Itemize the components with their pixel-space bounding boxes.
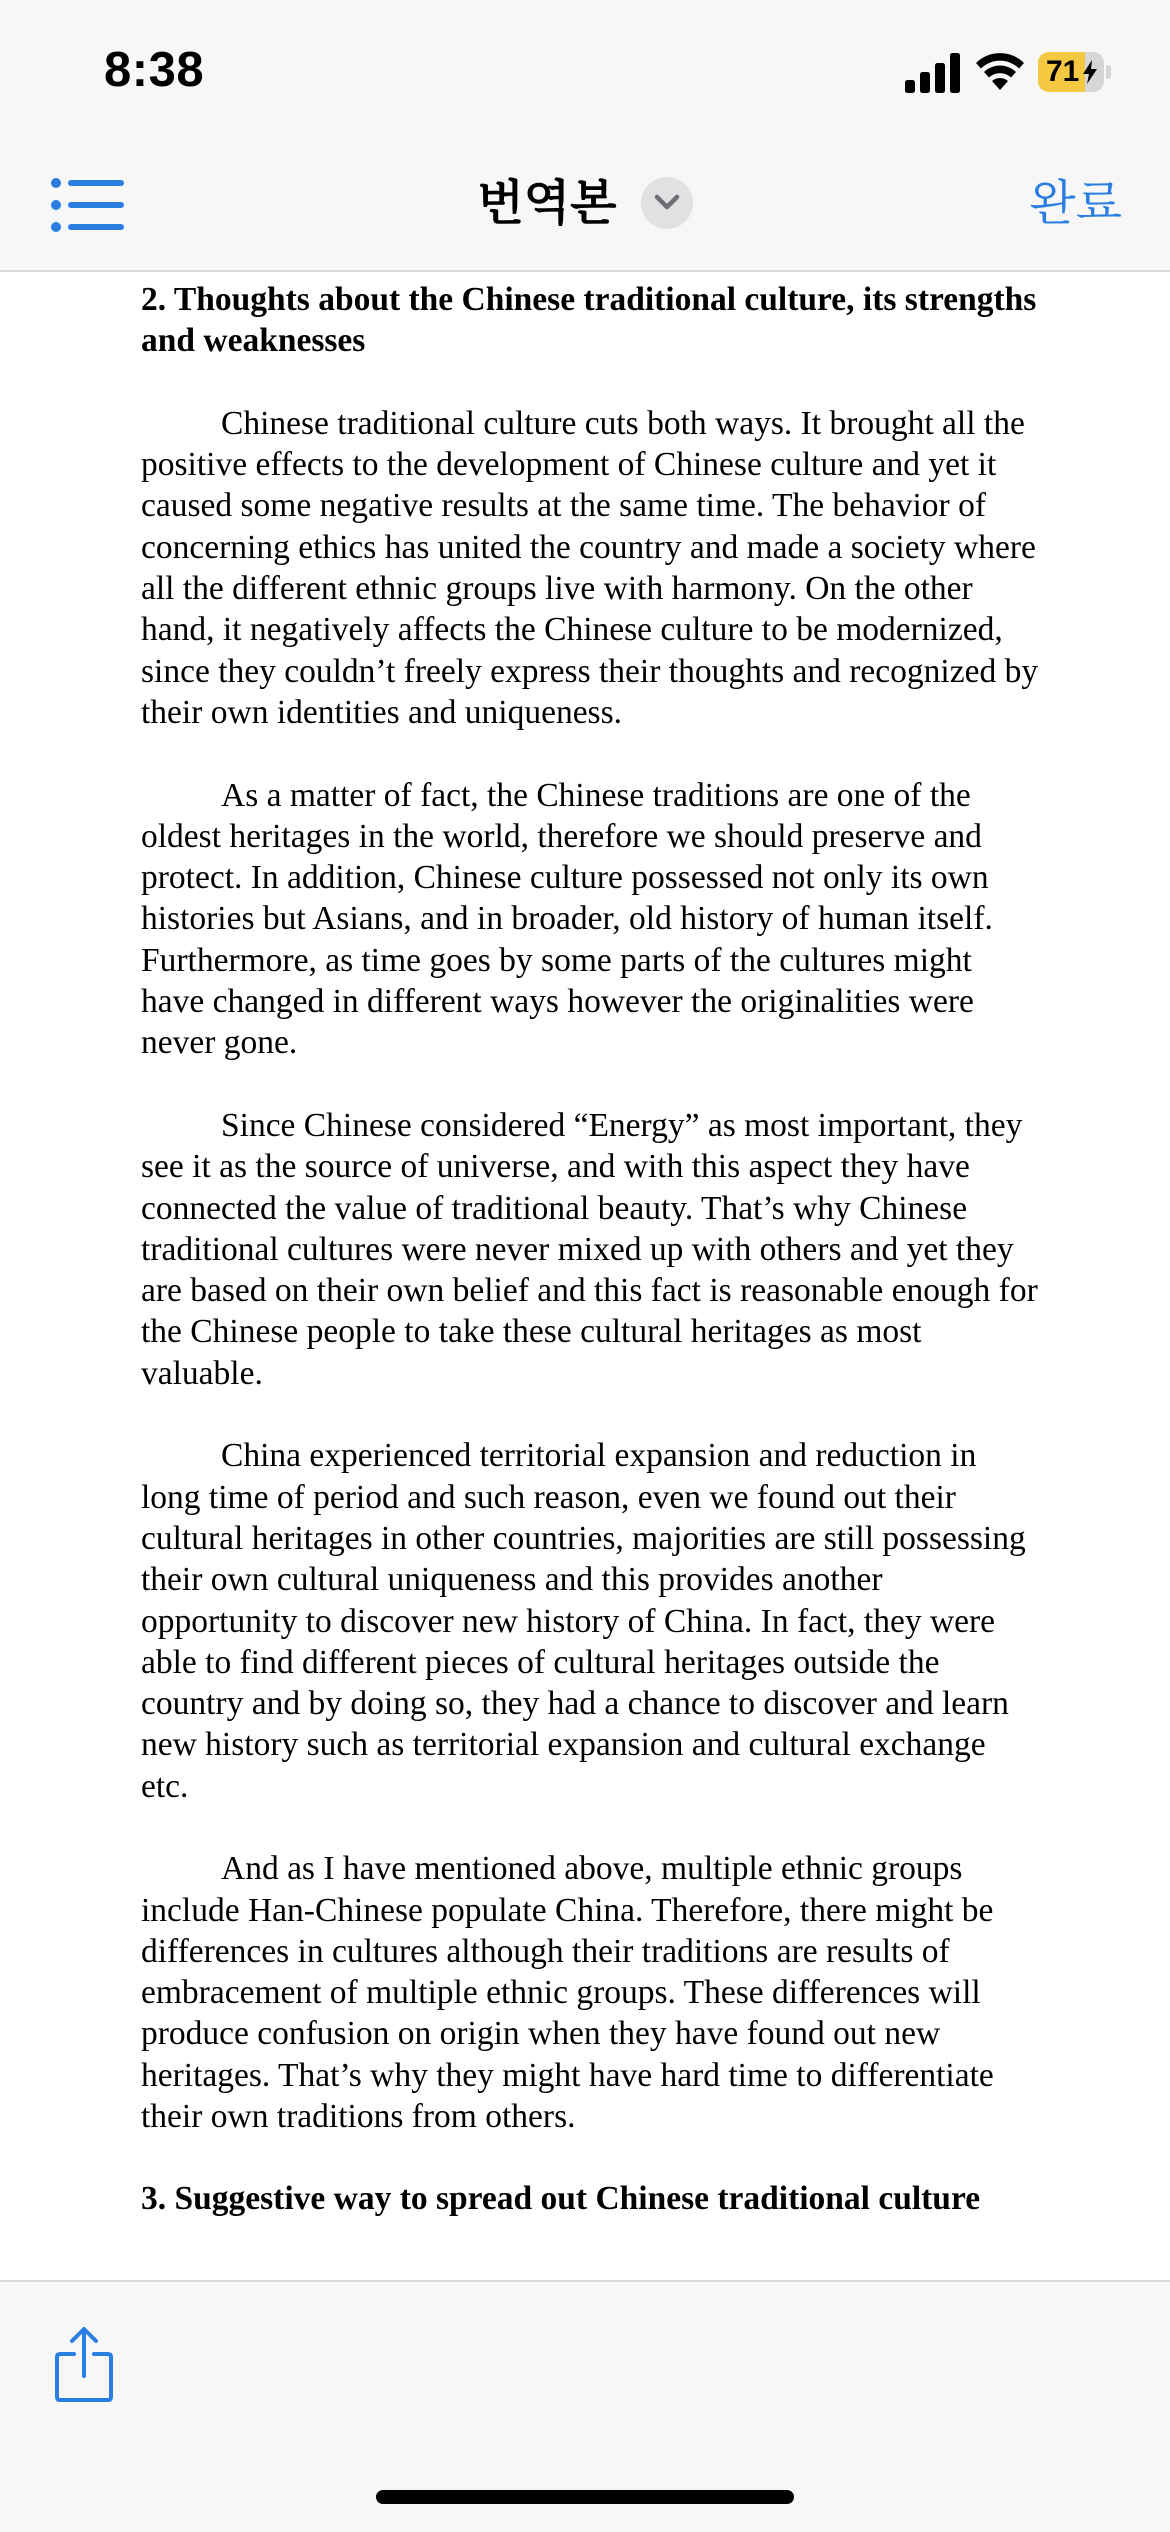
- signal-bars-icon: [905, 53, 961, 93]
- document-viewer[interactable]: [0, 272, 1170, 2280]
- bolt-icon: [1082, 60, 1098, 84]
- home-indicator[interactable]: [376, 2490, 794, 2504]
- wifi-icon: [975, 50, 1025, 92]
- page-title: 번역본: [477, 175, 617, 231]
- battery-charging-icon: [1038, 52, 1110, 92]
- battery-level: 71: [1046, 55, 1080, 88]
- paragraph-4: China experienced territorial expansion and reduction in long time of period and such reason, even we found out their cultural heritages in other countries, majorities are still possessing their own cultural uniqueness and this provides another opportunity to discover new history of China. In fact, they were able to find different pieces of cultural heritages outside the country and by doing so, they had a chance to discover and learn new history such as territorial expansion and cultural exchange etc.: [141, 1437, 1026, 1805]
- paragraph-3: Since Chinese considered “Energy” as most important, they see it as the source of universe, and with this aspect they have connected the value of traditional beauty. That’s why Chinese traditional cultures were never mixed up with others and yet they are based on their own belief and this fact is reasonable enough for the Chinese people to take these cultural heritages as most valuable.: [141, 1106, 1038, 1392]
- status-time: 8:38: [104, 43, 205, 97]
- done-button[interactable]: 완료: [1029, 175, 1122, 231]
- paragraph-2: As a matter of fact, the Chinese traditions are one of the oldest heritages in the world, therefore we should preserve and protect. In addition, Chinese culture possessed not only its own histories but Asians, and in broader, old history of human itself. Furthermore, as time goes by some parts of the cultures might have changed in different ways however the originalities were never gone.: [141, 776, 993, 1062]
- status-bar: [0, 0, 1170, 135]
- nav-title-wrapper: [0, 173, 1170, 233]
- document-page: [141, 279, 1041, 2220]
- navigation-bar: [0, 135, 1170, 272]
- section-heading-3: 3. Suggestive way to spread out Chinese traditional culture: [141, 2180, 981, 2218]
- section-heading-2: 2. Thoughts about the Chinese traditional culture, its strengths and weaknesses: [141, 281, 1037, 360]
- paragraph-1: Chinese traditional culture cuts both ways. It brought all the positive effects to the development of Chinese culture and yet it caused some negative results at the same time. The behavior of concerning ethics has united the country and made a society where all the different ethnic groups live with harmony. On the other hand, it negatively affects the Chinese culture to be modernized, since they couldn’t freely express their thoughts and recognized by their own identities and uniqueness.: [141, 404, 1039, 731]
- paragraph-5: And as I have mentioned above, multiple ethnic groups include Han-Chinese populate China. Therefore, there might be differences in cultures although their traditions are results of embracement of multiple ethnic groups. These differences will produce confusion on origin when they have found out new heritages. That’s why they might have hard time to differentiate their own traditions from others.: [141, 1850, 994, 2136]
- chevron-down-icon[interactable]: [641, 177, 693, 229]
- list-icon[interactable]: [50, 175, 126, 235]
- share-icon[interactable]: [52, 2324, 116, 2404]
- version-selector[interactable]: [477, 173, 692, 233]
